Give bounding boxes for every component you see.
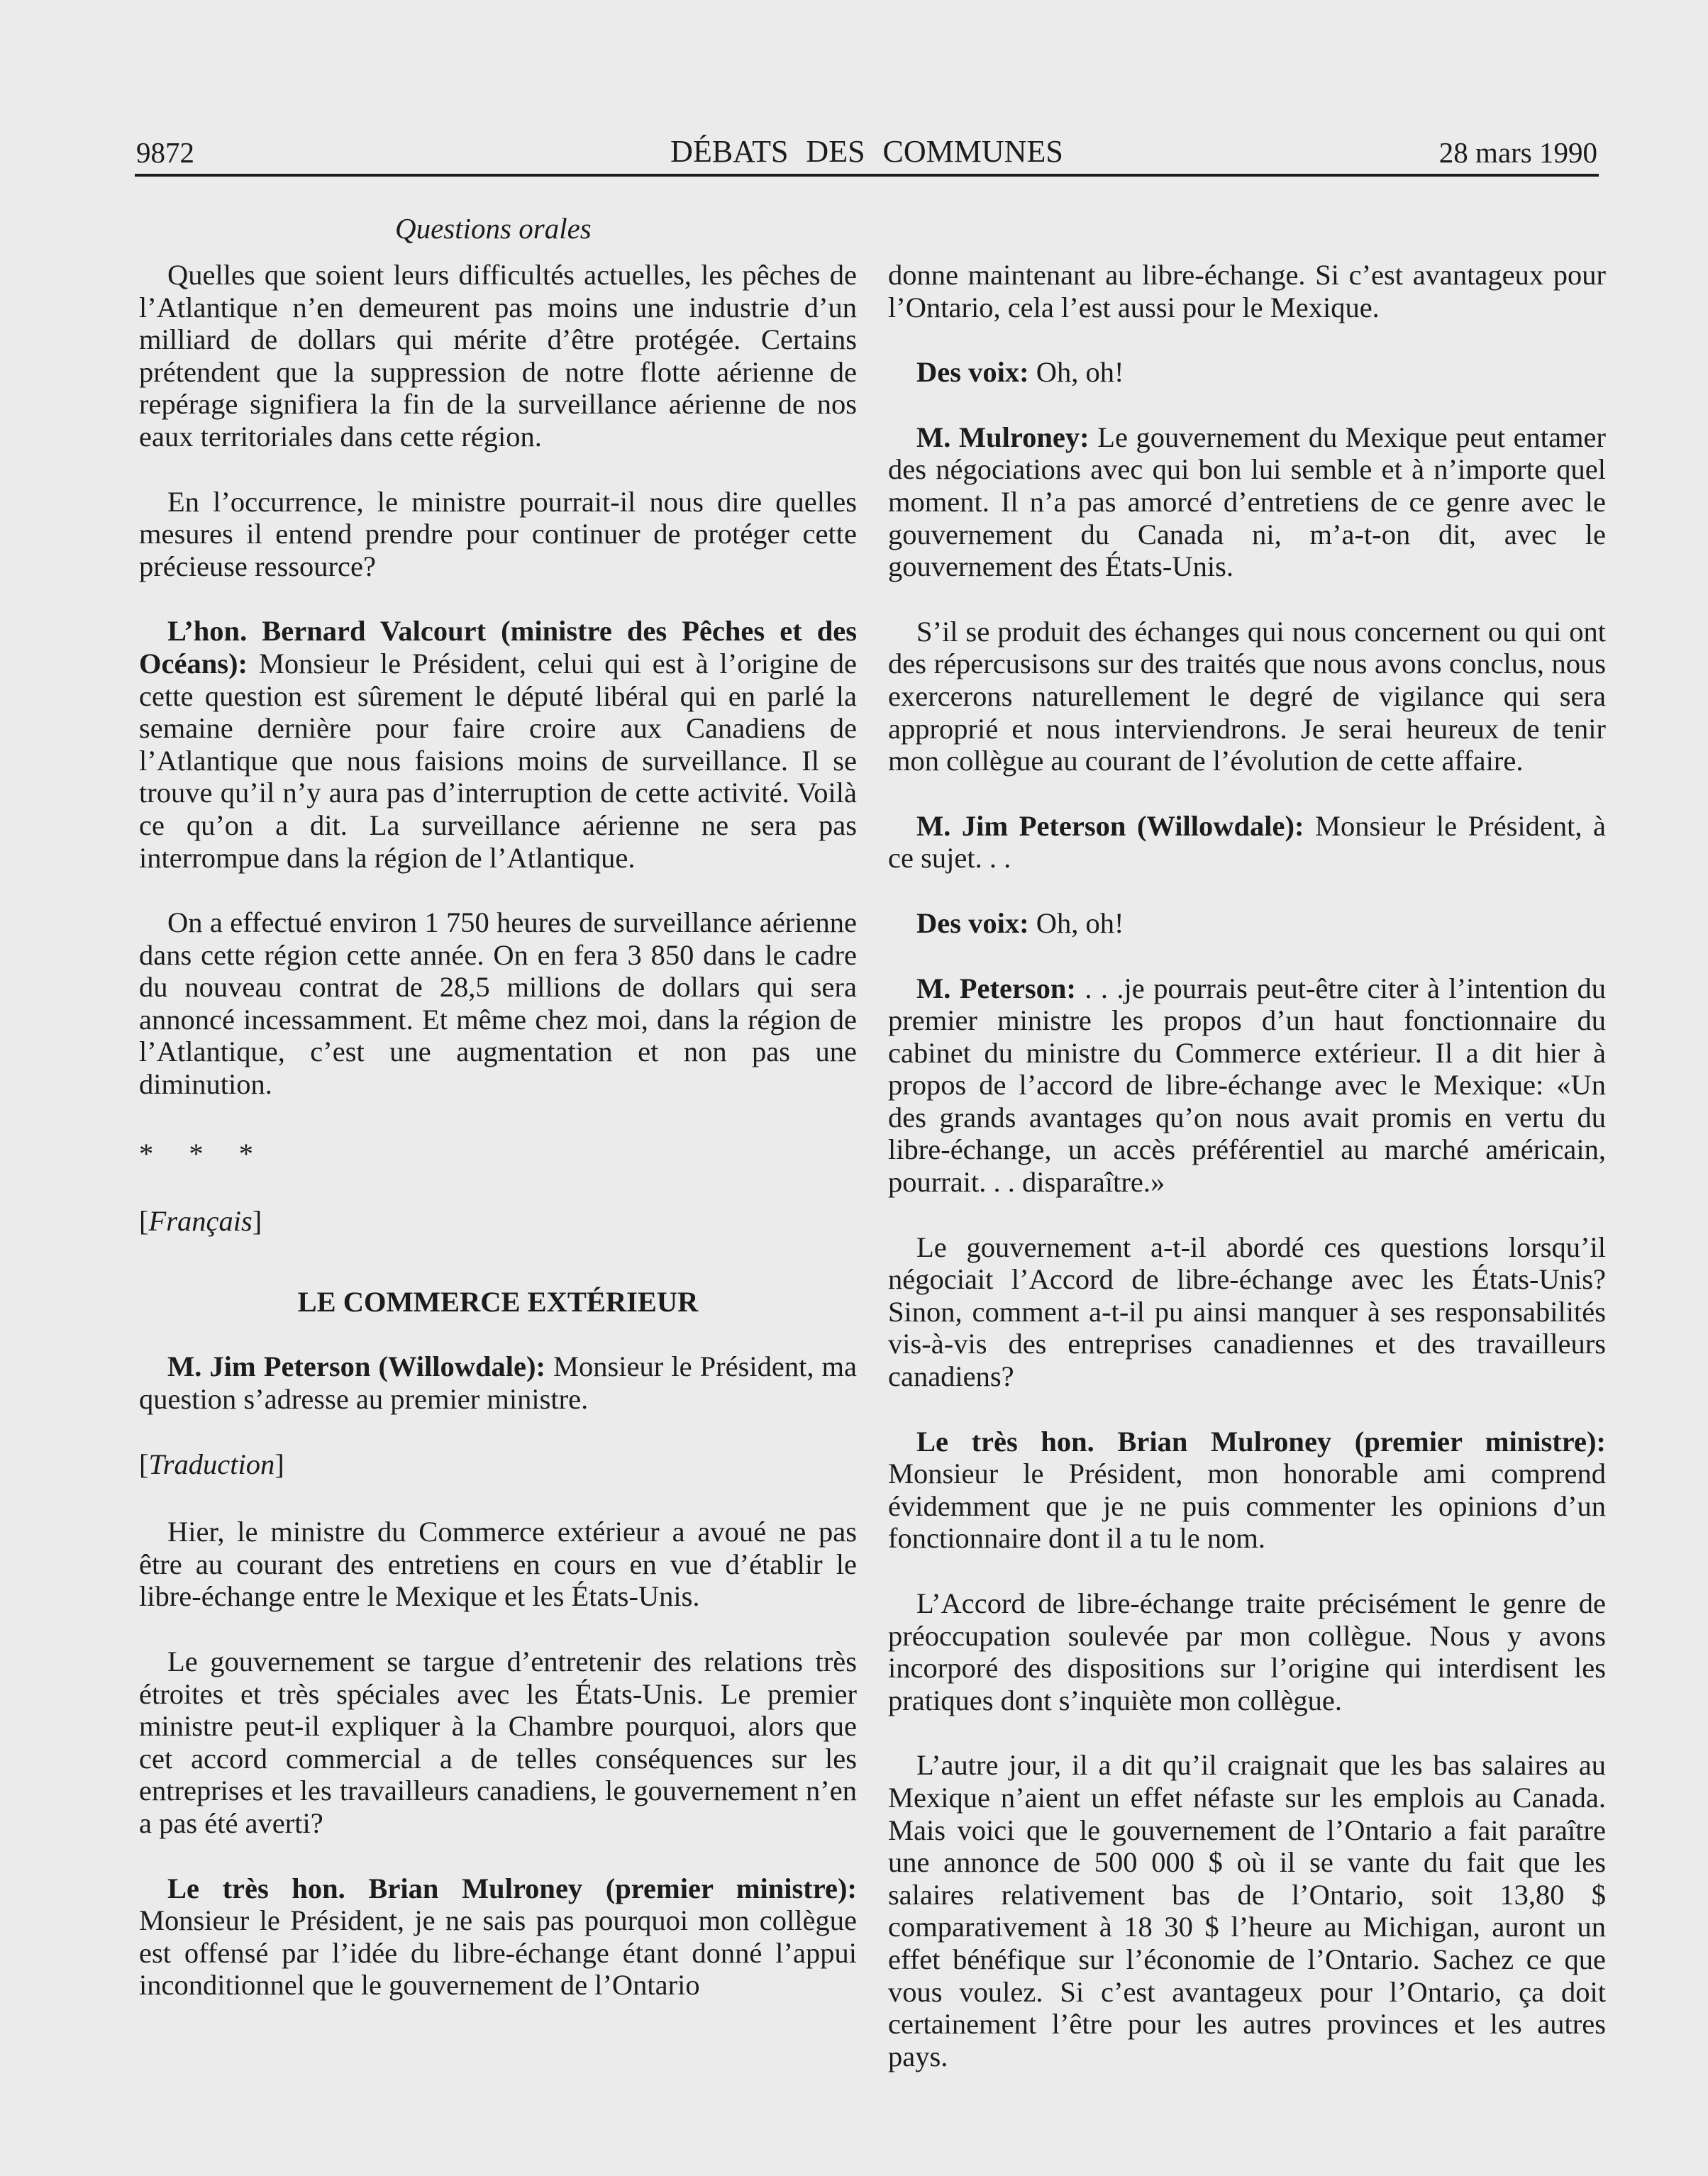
- speaker-name: Le très hon. Brian Mulroney (premier ministre):: [167, 1872, 857, 1904]
- speech: [888, 356, 1606, 389]
- paragraph: donne maintenant au libre-échange. Si c’est avantageux pour l’Ontario, cela l’est aussi pour le Mexique.: [888, 259, 1606, 323]
- speech-text: . . .je pourrais peut-être citer à l’intention du premier ministre les propos d’un haut fonctionnaire du cabinet du ministre du Commerce extérieur. Il a dit hier à propos de l’accord de libre-échange avec le Mexique: «Un des grands avantages qu’on nous avait promis en vertu du libre-échange, un accès préférentiel au marché américain, pourrait. . . disparaître.»: [888, 972, 1606, 1199]
- speech: [888, 907, 1606, 940]
- left-column: [139, 259, 857, 2034]
- speech: [139, 1350, 857, 1415]
- speech: [888, 810, 1606, 875]
- speaker-name: Le très hon. Brian Mulroney (premier ministre):: [916, 1425, 1606, 1458]
- paragraph: En l’occurrence, le ministre pourrait-il nous dire quelles mesures il entend prendre pour continuer de protéger cette précieuse ressource?: [139, 485, 857, 582]
- speaker-name: M. Peterson:: [916, 972, 1076, 1004]
- page-number: 9872: [136, 136, 194, 169]
- speaker-name: M. Jim Peterson (Willowdale):: [916, 809, 1304, 842]
- section-tag: Questions orales: [395, 212, 592, 245]
- paragraph: L’Accord de libre-échange traite précisément le genre de préoccupation soulevée par mon collègue. Nous y avons incorporé des dispositions sur l’origine qui interdisent les pratiques dont s’inquiète mon collègue.: [888, 1587, 1606, 1716]
- paragraph: On a effectué environ 1 750 heures de surveillance aérienne dans cette région cette année. On en fera 3 850 dans le cadre du nouveau contrat de 28,5 millions de dollars qui sera annoncé incessamment. Et même chez moi, dans la région de l’Atlantique, c’est une augmentation et non pas une diminution.: [139, 906, 857, 1101]
- speaker-name: Des voix:: [916, 356, 1029, 389]
- speaker-name: M. Jim Peterson (Willowdale):: [167, 1350, 545, 1383]
- right-column: [888, 259, 1606, 2105]
- speech-text: Le gouvernement du Mexique peut entamer des négociations avec qui bon lui semble et à n’importe quel moment. Il n’a pas amorcé d’entretiens de ce genre avec le gouvernement du Canada ni, m’a-t-on dit, avec le gouvernement des États-Unis.: [888, 421, 1607, 583]
- speaker-name: M. Mulroney:: [916, 421, 1089, 453]
- paragraph: Quelles que soient leurs difficultés actuelles, les pêches de l’Atlantique n’en demeurent pas moins une industrie d’un milliard de dollars qui mérite d’être protégée. Certains prétendent que la suppression de notre flotte aérienne de repérage signifiera la fin de la surveillance aérienne de nos eaux territoriales dans cette région.: [139, 259, 857, 453]
- language-tag: [Traduction]: [139, 1448, 284, 1480]
- speech-text: Monsieur le Président, à ce sujet. . .: [888, 809, 1606, 875]
- speaker-name: L’hon. Bernard Valcourt (ministre des Pêches et des Océans):: [139, 615, 857, 679]
- paragraph: L’autre jour, il a dit qu’il craignait que les bas salaires au Mexique n’aient un effet néfaste sur les emplois au Canada. Mais voici que le gouvernement de l’Ontario a fait paraître une annonce de 500 000 $ où il se vante du fait que les salaires relativement bas de l’Ontario, soit 13,80 $ comparativement à 18 30 $ l’heure au Michigan, auront un effet bénéfique sur l’économie de l’Ontario. Sachez ce que vous voulez. Si c’est avantageux pour l’Ontario, ça doit certainement l’être pour les autres provinces et les autres pays.: [888, 1749, 1606, 2072]
- page-header: [135, 131, 1599, 177]
- speech-text: Monsieur le Président, mon honorable ami comprend évidemment que je ne puis commenter les opinions d’un fonctionnaire dont il a tu le nom.: [888, 1458, 1606, 1555]
- speech-text: Oh, oh!: [1036, 356, 1124, 389]
- speech-text: Oh, oh!: [1036, 906, 1124, 939]
- speech-text: Monsieur le Président, ma question s’adresse au premier ministre.: [139, 1350, 857, 1416]
- paragraph: Le gouvernement se targue d’entretenir des relations très étroites et très spéciales avec les États-Unis. Le premier ministre peut-il expliquer à la Chambre pourquoi, alors que cet accord commercial a de telles conséquences sur les entreprises et les travailleurs canadiens, le gouvernement n’en a pas été averti?: [139, 1645, 857, 1839]
- publication-title: DÉBATS DES COMMUNES: [670, 134, 1063, 169]
- paragraph: Hier, le ministre du Commerce extérieur a avoué ne pas être au courant des entretiens en cours en vue d’établir le libre-échange entre le Mexique et les États-Unis.: [139, 1516, 857, 1613]
- paragraph: S’il se produit des échanges qui nous concernent ou qui ont des répercusisons sur des traités que nous avons conclus, nous exercerons naturellement le degré de vigilance qui sera approprié et nous interviendrons. Je serai heureux de tenir mon collègue au courant de l’évolution de cette affaire.: [888, 615, 1606, 777]
- language-tag: [Français]: [139, 1205, 262, 1238]
- speech: [888, 1426, 1606, 1555]
- publication-date: 28 mars 1990: [1438, 136, 1597, 169]
- speech-text: Monsieur le Président, je ne sais pas pourquoi mon collègue est offensé par l’idée du libre-échange étant donné l’appui inconditionnel que le gouvernement de l’Ontario: [139, 1904, 857, 2002]
- speech: [139, 1872, 857, 2002]
- speech: [888, 972, 1606, 1199]
- speech-text: Monsieur le Président, celui qui est à l’origine de cette question est sûrement le député libéral qui en parlé la semaine dernière pour faire croire aux Canadiens de l’Atlantique que nous faisions moins de surveillance. Il se trouve qu’il n’y aura pas d’interruption de cette activité. Voilà ce qu’on a dit. La surveillance aérienne ne sera pas interrompue dans la région de l’Atlantique.: [139, 647, 857, 874]
- speech: [888, 421, 1606, 583]
- section-separator: * * *: [139, 1137, 267, 1170]
- section-heading: LE COMMERCE EXTÉRIEUR: [297, 1285, 699, 1318]
- speaker-name: Des voix:: [916, 906, 1029, 939]
- paragraph: Le gouvernement a-t-il abordé ces questions lorsqu’il négociait l’Accord de libre-échange avec les États-Unis? Sinon, comment a-t-il pu ainsi manquer à ses responsabilités vis-à-vis des entreprises canadiennes et des travailleurs canadiens?: [888, 1231, 1606, 1393]
- speech: [139, 615, 857, 874]
